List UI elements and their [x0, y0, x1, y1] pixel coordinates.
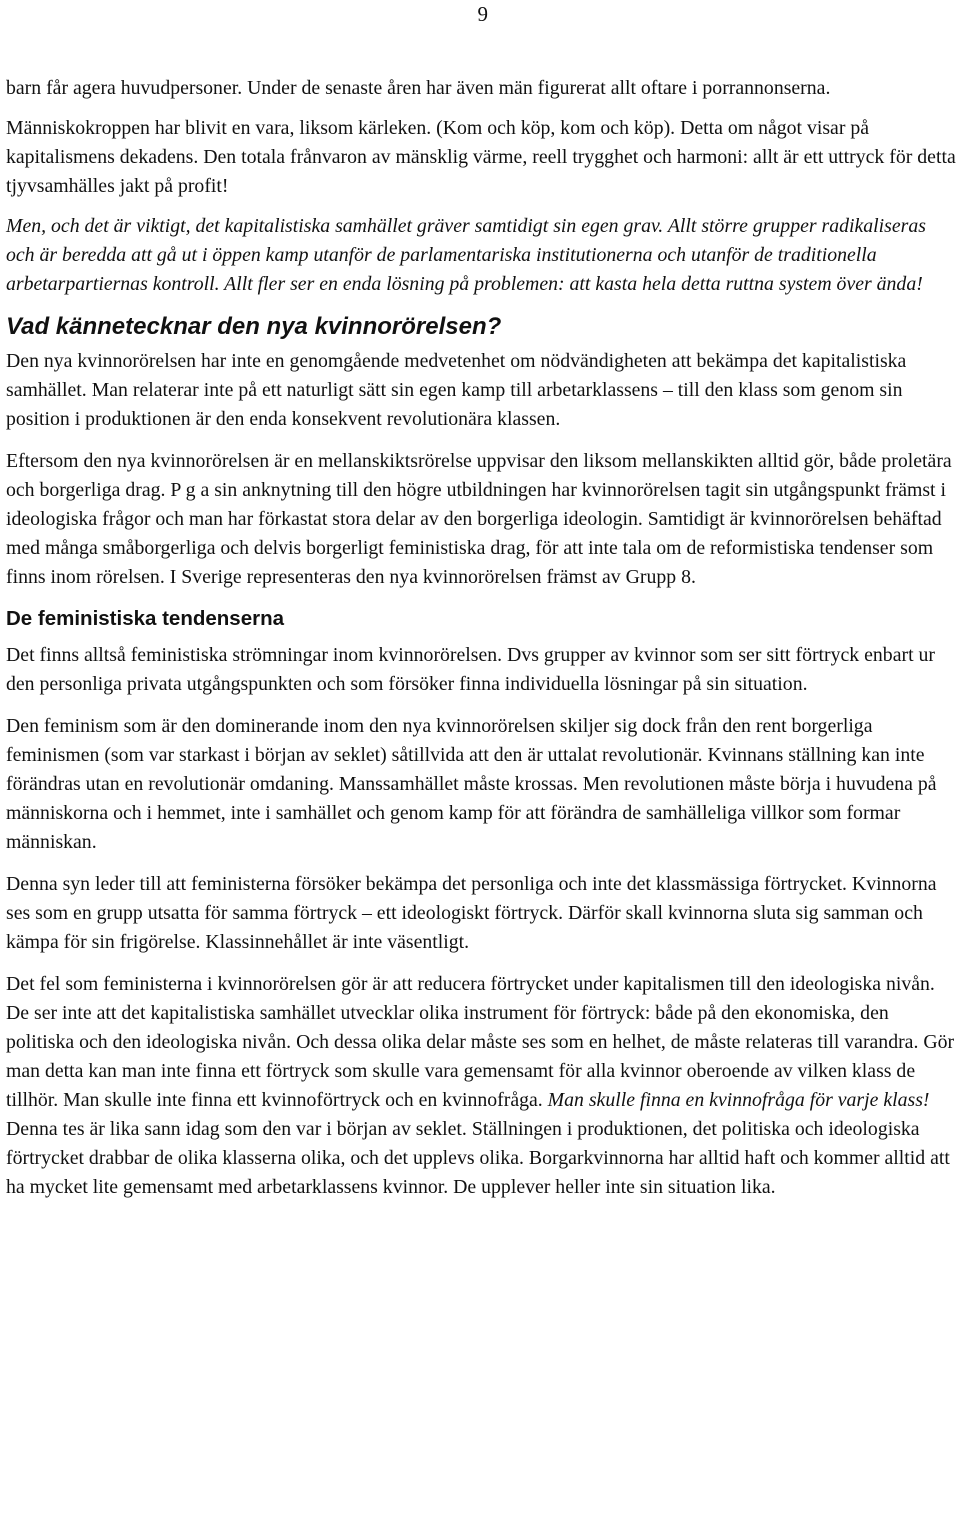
paragraph	[6, 870, 956, 957]
text-run: Den nya kvinnorörelsen har inte en genomgående medvetenhet om nödvändigheten att bekämpa det kapitalistiska samhället. Man relaterar inte på ett naturligt sätt sin egen kamp till arbetarklassens – till den klass som genom sin position i produktionen är den enda konsekvent revolutionära klassen.	[6, 350, 907, 430]
italic-text: Man skulle finna en kvinnofråga för varje klass!	[547, 1089, 930, 1111]
text-run: Eftersom den nya kvinnorörelsen är en mellanskiktsrörelse uppvisar den liksom mellanskikten alltid gör, både proletära och borgerliga drag. P g a sin anknytning till den högre utbildningen har kvinnorörelsen tagit sin utgångspunkt främst i ideologiska frågor och man har förkastat stora delar av den borgerliga ideologin. Samtidigt är kvinnorörelsen behäftad med många småborgerliga och delvis borgerligt feministiska drag, för att inte tala om de reformistiska tendenser som finns inom rörelsen. I Sverige representeras den nya kvinnorörelsen främst av Grupp 8.	[6, 450, 952, 588]
page-number: 9	[477, 2, 488, 26]
text-run: Den feminism som är den dominerande inom den nya kvinnorörelsen skiljer sig dock från den rent borgerliga feminismen (som var starkast i början av seklet) såtillvida att den är uttalat revolutionär. Kvinnans ställning kan inte förändras utan en revolutionär omdaning. Manssamhället måste krossas. Men revolutionen måste börja i huvudena på människorna och i hemmet, inte i samhället och genom kamp för att förändra de samhälleliga villkor som formar människan.	[6, 715, 937, 853]
text-run: De feministiska tendenserna	[6, 607, 284, 630]
paragraph	[6, 447, 956, 592]
paragraph	[6, 641, 956, 699]
paragraph	[6, 712, 956, 857]
text-run: Det fel som feministerna i kvinnorörelsen gör är att reducera förtrycket under kapitalismen till den ideologiska nivån. De ser inte att det kapitalistiska samhället utvecklar olika instrument för förtryck: både på den ekonomiska, den politiska och den ideologiska nivån. Och dessa olika delar måste ses som en helhet, de måste relateras till varandra. Gör man detta kan man inte finna ett förtryck som skulle vara gemensamt för alla kvinnor oberoende av vilken klass de tillhör. Man skulle inte finna ett kvinnoförtryck och en kvinnofråga.	[6, 973, 955, 1111]
paragraph	[6, 74, 956, 103]
text-run: Denna tes är lika sann idag som den var i början av seklet. Ställningen i produktionen, det politiska och ideologiska förtrycket drabbar de olika klasserna olika, och det upplevs olika. Borgarkvinnorna har alltid haft och kommer alltid att ha mycket lite gemensamt med arbetarklassens kvinnor. De upplever heller inte sin situation lika.	[6, 1118, 950, 1198]
text-run: Människokroppen har blivit en vara, liksom kärleken. (Kom och köp, kom och köp). Detta om något visar på kapitalismens dekadens. Den totala frånvaron av mänsklig värme, reell trygghet och harmoni: allt är ett uttryck för detta tjyvsamhälles jakt på profit!	[6, 117, 956, 197]
section-heading	[6, 605, 956, 633]
paragraph	[6, 212, 956, 299]
text-run: barn får agera huvudpersoner. Under de senaste åren har även män figurerat allt oftare i porrannonserna.	[6, 77, 831, 99]
paragraph	[6, 970, 956, 1202]
text-run: Men, och det är viktigt, det kapitalistiska samhället gräver samtidigt sin egen grav. Allt större grupper radikaliseras och är beredda att gå ut i öppen kamp utanför de parlamentariska institutionerna och utanför de traditionella arbetarpartiernas kontroll. Allt fler ser en enda lösning på problemen: att kasta hela detta ruttna system över ända!	[6, 215, 926, 295]
paragraph	[6, 347, 956, 434]
document-body	[6, 74, 956, 1215]
text-run: Vad kännetecknar den nya kvinnorörelsen?	[6, 313, 502, 340]
section-heading	[6, 312, 956, 342]
paragraph	[6, 114, 956, 201]
text-run: Denna syn leder till att feministerna försöker bekämpa det personliga och inte det klassmässiga förtrycket. Kvinnorna ses som en grupp utsatta för samma förtryck – ett ideologiskt förtryck. Därför skall kvinnorna sluta sig samman och kämpa för sin frigörelse. Klassinnehållet är inte väsentligt.	[6, 873, 937, 953]
text-run: Det finns alltså feministiska strömningar inom kvinnorörelsen. Dvs grupper av kvinnor som ser sitt förtryck enbart ur den personliga privata utgångspunkten och som försöker finna individuella lösningar på sin situation.	[6, 644, 935, 695]
